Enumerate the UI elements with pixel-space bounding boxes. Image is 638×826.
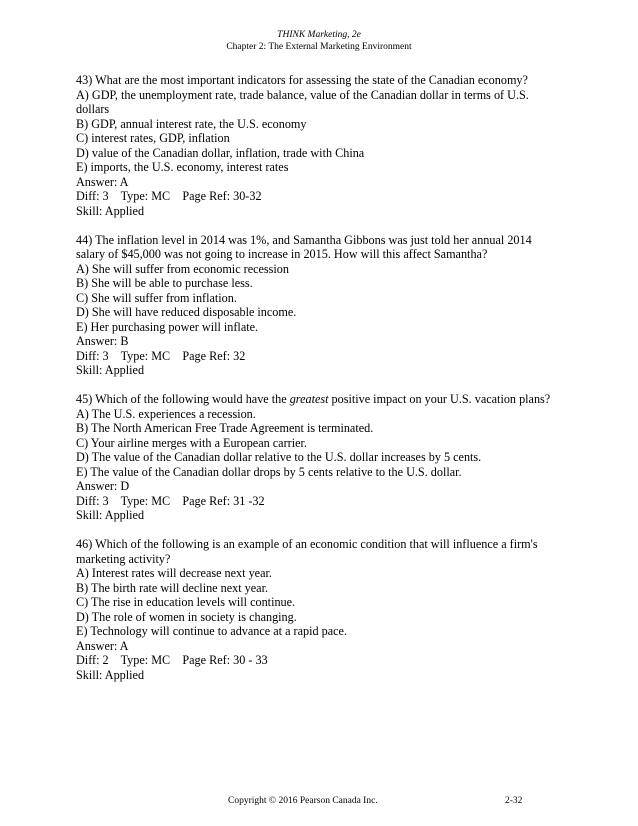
answer-option: A) She will suffer from economic recession — [76, 261, 289, 276]
skill-level: Skill: Applied — [76, 508, 145, 522]
answer-option: B) GDP, annual interest rate, the U.S. economy — [76, 116, 307, 131]
question-list — [76, 73, 566, 697]
correct-answer: Answer: B — [76, 334, 129, 348]
answer-option: E) Her purchasing power will inflate. — [76, 319, 259, 334]
chapter-title: Chapter 2: The External Marketing Environment — [226, 41, 412, 52]
answer-option: C) She will suffer from inflation. — [76, 290, 237, 305]
correct-answer: Answer: D — [76, 479, 130, 493]
answer-option: D) The value of the Canadian dollar relative to the U.S. dollar increases by 5 cents. — [76, 450, 482, 464]
question-stem: 43) What are the most important indicators for assessing the state of the Canadian economy? — [76, 73, 528, 87]
question-meta: Diff: 3 Type: MC Page Ref: 32 — [76, 348, 246, 363]
stem-text-after: positive impact on your U.S. vacation plans? — [328, 392, 551, 406]
answer-option: A) GDP, the unemployment rate, trade balance, value of the Canadian dollar in terms of U.S. — [76, 87, 529, 102]
copyright-notice: Copyright © 2016 Pearson Canada Inc. — [228, 796, 378, 806]
question-meta: Diff: 3 Type: MC Page Ref: 30-32 — [76, 189, 262, 203]
answer-option: E) The value of the Canadian dollar drops by 5 cents relative to the U.S. dollar. — [76, 464, 462, 479]
answer-option: A) The U.S. experiences a recession. — [76, 406, 256, 421]
page-header — [0, 30, 638, 53]
skill-level: Skill: Applied — [76, 667, 145, 682]
question-stem — [76, 392, 566, 407]
answer-option: D) value of the Canadian dollar, inflation, trade with China — [76, 145, 365, 160]
question-43 — [76, 73, 566, 218]
page-number: 2-32 — [505, 796, 523, 806]
answer-option: E) Technology will continue to advance at a rapid pace. — [76, 624, 348, 638]
correct-answer: Answer: A — [76, 638, 129, 653]
answer-option: C) The rise in education levels will continue. — [76, 595, 296, 609]
question-stem-continuation: marketing activity? — [76, 551, 171, 566]
answer-option: A) Interest rates will decrease next year. — [76, 566, 272, 580]
answer-option: B) She will be able to purchase less. — [76, 276, 253, 290]
stem-emphasis: greatest — [289, 392, 329, 406]
skill-level: Skill: Applied — [76, 363, 145, 377]
answer-option-continuation: dollars — [76, 102, 110, 116]
answer-option: B) The North American Free Trade Agreement is terminated. — [76, 421, 374, 435]
question-45 — [76, 392, 566, 523]
answer-option: B) The birth rate will decline next year. — [76, 580, 268, 595]
book-title: THINK Marketing, 2e — [277, 30, 361, 40]
question-stem-continuation: salary of $45,000 was not going to increase in 2015. How will this affect Samantha? — [76, 247, 488, 261]
question-stem: 44) The inflation level in 2014 was 1%, and Samantha Gibbons was just told her annual 2014 — [76, 232, 532, 247]
correct-answer: Answer: A — [76, 174, 129, 189]
question-44 — [76, 233, 566, 378]
stem-text-before: 45) Which of the following would have the — [76, 392, 290, 406]
skill-level: Skill: Applied — [76, 203, 145, 218]
answer-option: E) imports, the U.S. economy, interest rates — [76, 160, 289, 174]
question-meta: Diff: 2 Type: MC Page Ref: 30 - 33 — [76, 653, 268, 667]
question-46 — [76, 537, 566, 682]
question-stem: 46) Which of the following is an example of an economic condition that will influence a firm's — [76, 537, 538, 551]
answer-option: D) The role of women in society is changing. — [76, 609, 297, 624]
answer-option: C) Your airline merges with a European carrier. — [76, 435, 307, 450]
answer-option: D) She will have reduced disposable income. — [76, 305, 297, 319]
answer-option: C) interest rates, GDP, inflation — [76, 131, 230, 145]
question-meta: Diff: 3 Type: MC Page Ref: 31 -32 — [76, 493, 265, 508]
